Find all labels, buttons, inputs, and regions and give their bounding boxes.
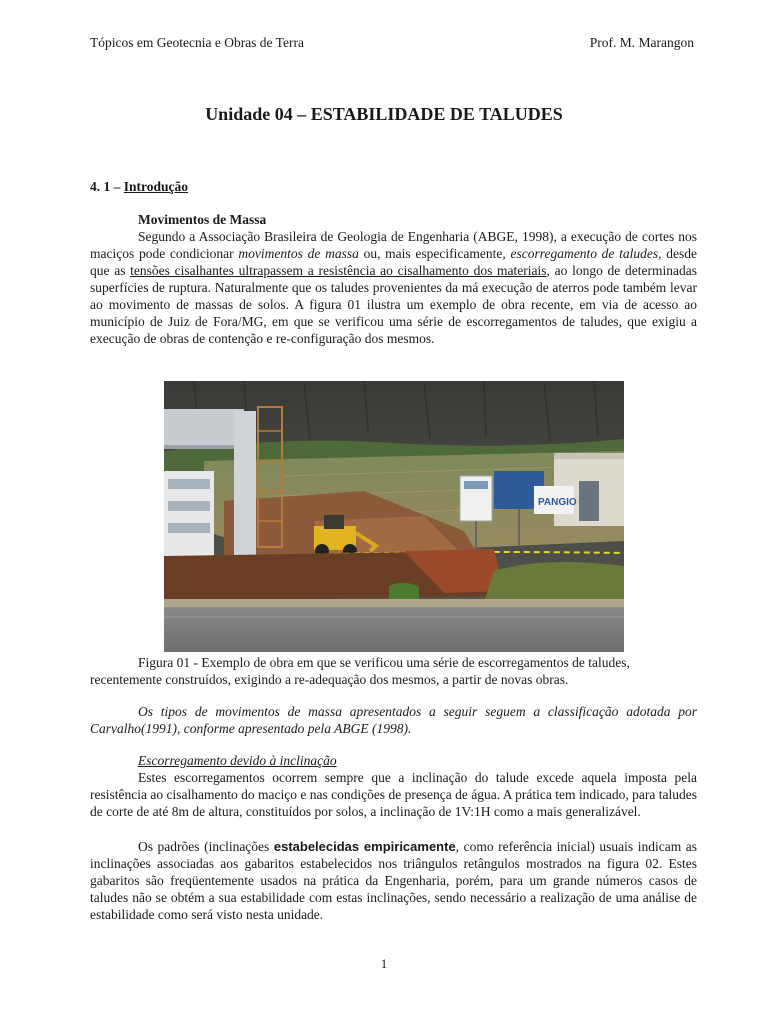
section-name: Introdução — [123, 179, 189, 194]
text-run: Segundo a Associação Brasileira de Geologia de Engenharia (ABGE, 1998), a execução de cortes nos maciços pode condicionar — [90, 229, 697, 261]
text-run: ou, mais especificamente, — [358, 246, 511, 261]
slope-heading: Escorregamento devido à inclinação — [138, 753, 337, 768]
header-right: Prof. M. Marangon — [589, 35, 694, 50]
text-run-italic: movimentos de massa — [238, 246, 359, 261]
paragraph-slope: Estes escorregamentos ocorrem sempre que a inclinação do talude excede aquela imposta pela resistência ao cisalhamento do maciço e nas condições de presença de água. A prática tem indicado, para taludes de corte de até 8m de altura, constituídos por solos, a inclinação de 1V:1H como a mais generalizável. — [90, 770, 697, 819]
paragraph-intro — [90, 228, 697, 347]
caption-line-2: recentemente construídos, exigindo a re-adequação dos mesmos, a partir de novas obras. — [90, 672, 569, 687]
classification-note: Os tipos de movimentos de massa apresentados a seguir seguem a classificação adotada por Carvalho(1991), conforme apresentado pela ABGE (1998). — [90, 704, 697, 736]
construction-site-image — [164, 381, 624, 652]
text-run: Os padrões (inclinações — [138, 839, 274, 854]
text-run-underline: tensões cisalhantes ultrapassem a resistência ao cisalhamento dos materiais — [130, 263, 547, 278]
figure-caption — [90, 654, 697, 688]
text-run: , como referência inicial) usuais indicam as inclinações associadas aos gabaritos estabelecidos nos triângulos retângulos mostrados na figura 02. Estes gabaritos são freqüentemente usados na prática da Engenharia, porém, para um grande números casos de taludes não se obtém a sua estabilidade com estas inclinações, sendo necessário a realização de uma análise de estabilidade como será visto nesta unidade. — [90, 839, 697, 922]
text-run-italic: escorregamento de taludes — [510, 246, 659, 261]
text-run-bold: estabelecidas empiricamente — [273, 839, 456, 854]
caption-line-1: Figura 01 - Exemplo de obra em que se verificou uma série de escorregamentos de taludes, — [138, 655, 630, 670]
section-number: 4. 1 – — [90, 179, 124, 194]
text-run: , desde que as — [90, 246, 697, 278]
paragraph-patterns — [90, 838, 697, 923]
figure-photo — [164, 381, 624, 652]
text-run: , ao longo de determinadas superfícies de ruptura. Naturalmente que os taludes provenientes da má execução de aterros pode também levar ao movimento de massas de solos. A figura 01 ilustra um exemplo de obra recente, em via de acesso ao município de Juiz de Fora/MG, em que se verificou uma série de escorregamentos de taludes, que exigiu a execução de obras de contenção e re-configuração dos mesmos. — [90, 263, 697, 346]
page-title: Unidade 04 – ESTABILIDADE DE TALUDES — [205, 104, 563, 124]
subheading: Movimentos de Massa — [138, 212, 267, 227]
header-left: Tópicos em Geotecnia e Obras de Terra — [90, 35, 304, 50]
page-number: 1 — [380, 956, 388, 971]
section-heading — [90, 178, 697, 195]
sign-label: PANGIO — [538, 497, 577, 508]
